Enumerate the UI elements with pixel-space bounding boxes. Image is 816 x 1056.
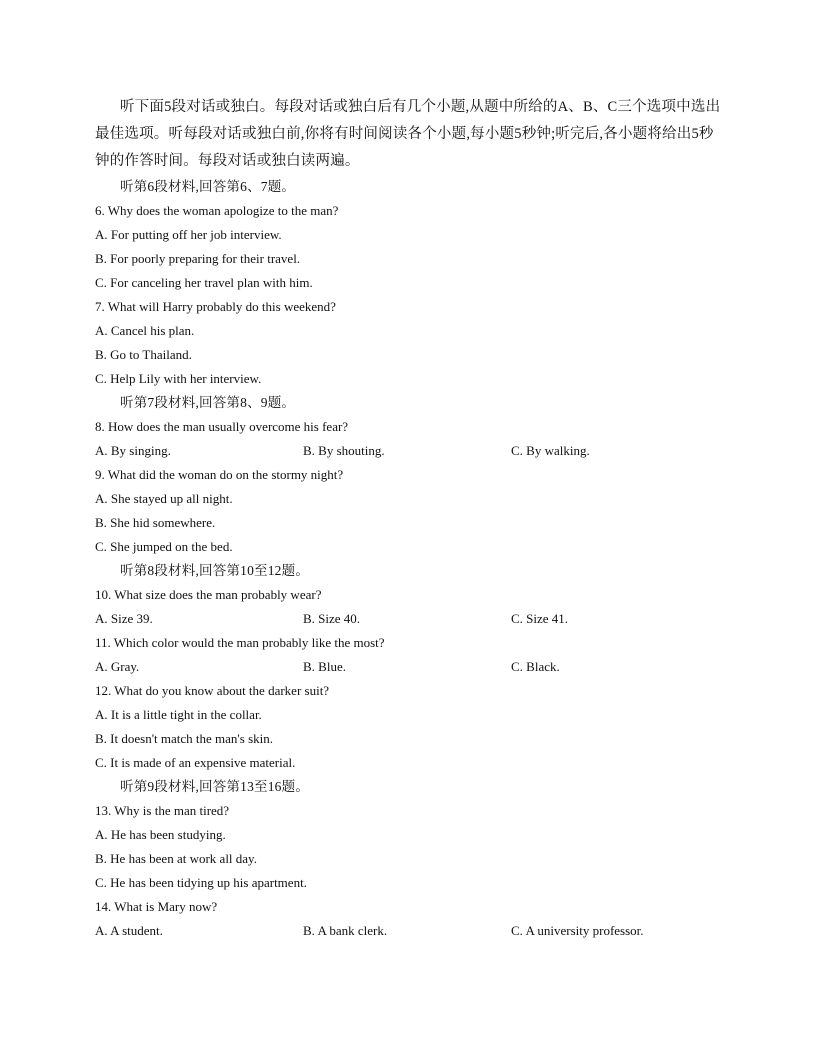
question-9-stem: 9. What did the woman do on the stormy night? (95, 467, 344, 482)
question-6-option-b: B. For poorly preparing for their travel. (95, 251, 301, 266)
question-7-option-b: B. Go to Thailand. (95, 347, 192, 362)
question-10-option-a: A. Size 39. (95, 611, 153, 626)
question-6-stem: 6. Why does the woman apologize to the man? (95, 203, 339, 218)
question-10-options (95, 607, 725, 631)
section-heading-9: 听第9段材料,回答第13至16题。 (120, 779, 310, 794)
question-12-option-a: A. It is a little tight in the collar. (95, 707, 262, 722)
question-6-option-c: C. For canceling her travel plan with him. (95, 275, 313, 290)
question-14-options (95, 919, 725, 943)
question-14-option-b: B. A bank clerk. (303, 923, 388, 938)
question-8-option-a: A. By singing. (95, 443, 171, 458)
question-12-stem: 12. What do you know about the darker suit? (95, 683, 330, 698)
question-12-option-b: B. It doesn't match the man's skin. (95, 731, 273, 746)
question-9-option-a: A. She stayed up all night. (95, 491, 233, 506)
section-heading-6: 听第6段材料,回答第6、7题。 (120, 179, 296, 194)
question-11-option-a: A. Gray. (95, 659, 140, 674)
question-8-option-b: B. By shouting. (303, 443, 385, 458)
question-11-option-b: B. Blue. (303, 659, 346, 674)
question-7-stem: 7. What will Harry probably do this weekend? (95, 299, 336, 314)
question-8-option-c: C. By walking. (511, 443, 590, 458)
question-6-option-a: A. For putting off her job interview. (95, 227, 282, 242)
question-9-option-b: B. She hid somewhere. (95, 515, 216, 530)
question-14-stem: 14. What is Mary now? (95, 899, 218, 914)
question-12-option-c: C. It is made of an expensive material. (95, 755, 296, 770)
question-13-option-a: A. He has been studying. (95, 827, 226, 842)
question-13-stem: 13. Why is the man tired? (95, 803, 230, 818)
question-10-option-c: C. Size 41. (511, 611, 569, 626)
question-7-option-a: A. Cancel his plan. (95, 323, 195, 338)
section-heading-7: 听第7段材料,回答第8、9题。 (120, 395, 296, 410)
instructions-paragraph: 听下面5段对话或独白。每段对话或独白后有几个小题,从题中所给的A、B、C三个选项中选出最佳选项。听每段对话或独白前,你将有时间阅读各个小题,每小题5秒钟;听完后,各小题将给出5秒钟的作答时间。每段对话或独白读两遍。 (95, 99, 721, 169)
question-10-stem: 10. What size does the man probably wear? (95, 587, 322, 602)
question-8-stem: 8. How does the man usually overcome his fear? (95, 419, 349, 434)
question-8-options (95, 439, 725, 463)
question-11-option-c: C. Black. (511, 659, 560, 674)
question-14-option-c: C. A university professor. (511, 923, 644, 938)
question-11-options (95, 655, 725, 679)
question-11-stem: 11. Which color would the man probably like the most? (95, 635, 385, 650)
question-13-option-c: C. He has been tidying up his apartment. (95, 875, 307, 890)
question-7-option-c: C. Help Lily with her interview. (95, 371, 262, 386)
question-9-option-c: C. She jumped on the bed. (95, 539, 233, 554)
question-14-option-a: A. A student. (95, 923, 163, 938)
question-13-option-b: B. He has been at work all day. (95, 851, 257, 866)
page-content (95, 94, 725, 943)
section-heading-8: 听第8段材料,回答第10至12题。 (120, 563, 310, 578)
question-10-option-b: B. Size 40. (303, 611, 361, 626)
